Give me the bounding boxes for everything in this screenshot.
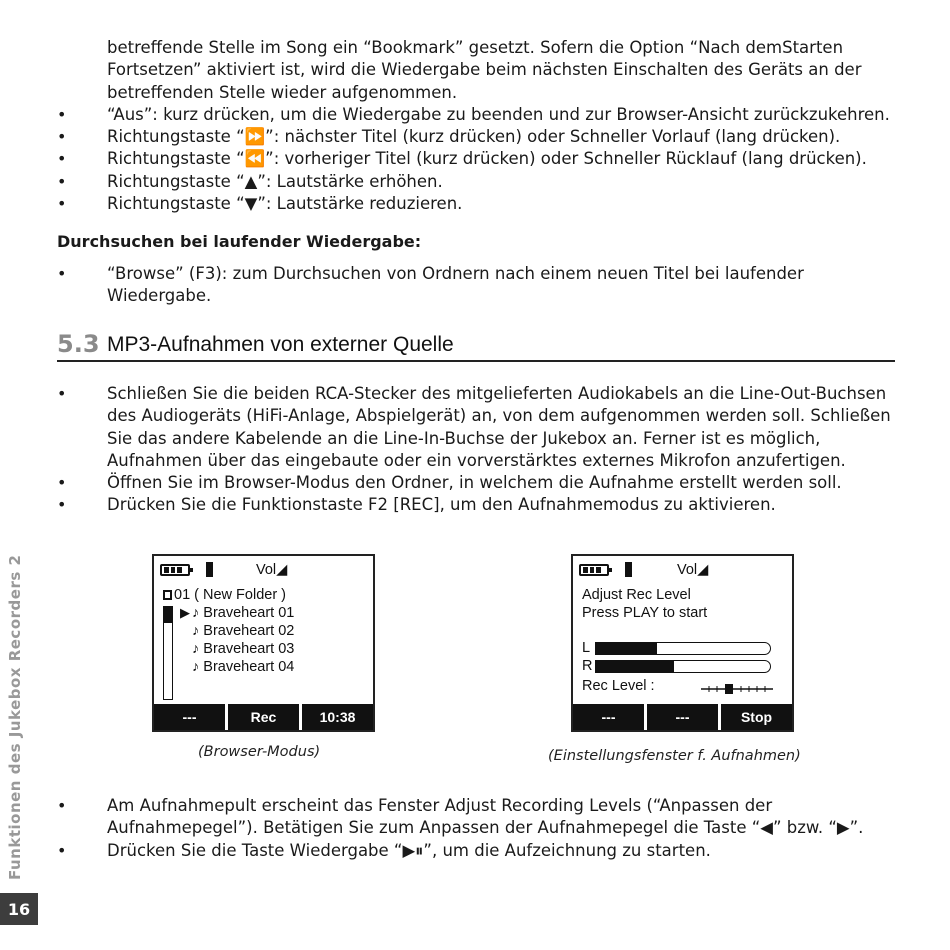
list-item: Richtungstaste “⏩”: nächster Titel (kurz drücken) oder Schneller Vorlauf (lang drücken). <box>107 127 841 146</box>
softkey-f1[interactable]: --- <box>154 704 225 730</box>
intro-paragraph <box>107 37 907 104</box>
bullet-marker: • <box>57 841 67 860</box>
softkey-time[interactable]: 10:38 <box>302 704 373 730</box>
track-row: ♪ Braveheart 02 <box>192 623 295 639</box>
list-item <box>107 383 907 473</box>
softkey-bar <box>573 704 792 730</box>
softkey-f1[interactable]: --- <box>573 704 644 730</box>
folder-icon <box>163 590 172 600</box>
text-line: Fortsetzen” aktiviert ist, wird die Wiedergabe beim nächsten Einschalten des Geräts an der <box>107 60 862 80</box>
bullet-marker: • <box>57 264 67 283</box>
bullet-marker: • <box>57 105 67 124</box>
track-row: ♪ Braveheart 01 <box>192 605 295 621</box>
volume-indicator: Vol◢ <box>256 562 288 578</box>
bullet-marker: • <box>57 149 67 168</box>
text-line: Wiedergabe. <box>107 286 212 306</box>
rec-settings-caption: (Einstellungsfenster f. Aufnahmen) <box>548 748 801 764</box>
selection-arrow-icon: ▶ <box>180 605 190 620</box>
signal-icon <box>625 562 632 577</box>
battery-icon <box>579 564 609 576</box>
right-channel-label: R <box>582 658 593 674</box>
list-item: Richtungstaste “▼”: Lautstärke reduzieren. <box>107 194 463 213</box>
section-title: MP3-Aufnahmen von externer Quelle <box>107 333 454 356</box>
left-channel-label: L <box>582 640 591 656</box>
bullet-marker: • <box>57 796 67 815</box>
softkey-rec[interactable]: Rec <box>228 704 299 730</box>
list-item: Drücken Sie die Taste Wiedergabe “▶⏸”, um die Aufzeichnung zu starten. <box>107 841 711 860</box>
rec-level-label: Rec Level : <box>582 678 655 694</box>
list-item: Richtungstaste “⏪”: vorheriger Titel (kurz drücken) oder Schneller Rücklauf (lang drücken). <box>107 149 867 168</box>
text-line: “Browse” (F3): zum Durchsuchen von Ordnern nach einem neuen Titel bei laufender <box>107 264 804 283</box>
rec-settings-screen <box>571 554 794 732</box>
list-item: Öffnen Sie im Browser-Modus den Ordner, in welchem die Aufnahme erstellt werden soll. <box>107 473 842 492</box>
subheading: Durchsuchen bei laufender Wiedergabe: <box>57 232 422 251</box>
side-chapter-label: Funktionen des Jukebox Recorders 2 <box>6 554 24 880</box>
folder-label: 01 ( New Folder ) <box>174 587 287 603</box>
list-item <box>107 795 907 840</box>
text-line: Schließen Sie die beiden RCA-Stecker des mitgelieferten Audiokabels an die Line-Out-Buchsen <box>107 384 887 403</box>
page-number: 16 <box>0 893 38 925</box>
track-name: Braveheart 01 <box>203 605 295 621</box>
left-level-meter <box>595 642 771 655</box>
bullet-marker: • <box>57 495 67 514</box>
bullet-marker: • <box>57 384 67 403</box>
left-level-fill <box>596 643 657 654</box>
rec-level-slider[interactable] <box>699 683 775 695</box>
rec-screen-instruction: Press PLAY to start <box>582 605 708 621</box>
battery-icon <box>160 564 190 576</box>
right-level-meter <box>595 660 771 673</box>
signal-icon <box>206 562 213 577</box>
text-line: Aufnahmen über das eingebaute oder ein vorverstärktes externes Mikrofon anzufertigen. <box>107 451 846 471</box>
section-heading <box>57 330 895 362</box>
track-row: ♪ Braveheart 03 <box>192 641 295 657</box>
scrollbar-thumb <box>164 607 172 623</box>
text-line: Am Aufnahmepult erscheint das Fenster Adjust Recording Levels (“Anpassen der <box>107 796 773 815</box>
track-row: ♪ Braveheart 04 <box>192 659 295 675</box>
list-item: Drücken Sie die Funktionstaste F2 [REC], um den Aufnahmemodus zu aktivieren. <box>107 495 776 514</box>
track-name: Braveheart 02 <box>203 623 295 639</box>
text-line: betreffenden Stelle wieder aufgenommen. <box>107 82 458 102</box>
track-name: Braveheart 03 <box>203 641 295 657</box>
bullet-marker: • <box>57 194 67 213</box>
rec-screen-title: Adjust Rec Level <box>582 587 691 603</box>
rec-level-knob <box>725 684 733 694</box>
volume-indicator: Vol◢ <box>677 562 709 578</box>
browser-mode-screen <box>152 554 375 732</box>
track-name: Braveheart 04 <box>203 659 295 675</box>
text-line: Sie das andere Kabelende an die Line-In-Buchse der Jukebox an. Ferner ist es möglich, <box>107 428 821 448</box>
bullet-marker: • <box>57 127 67 146</box>
section-number: 5.3 <box>57 330 100 358</box>
bullet-marker: • <box>57 473 67 492</box>
browser-caption: (Browser-Modus) <box>198 744 321 760</box>
right-level-fill <box>596 661 674 672</box>
text-line: betreffende Stelle im Song ein “Bookmark” gesetzt. Sofern die Option “Nach demStarten <box>107 38 844 57</box>
bullet-marker: • <box>57 172 67 191</box>
softkey-bar <box>154 704 373 730</box>
text-line: Aufnahmepegel”). Betätigen Sie zum Anpassen der Aufnahmepegel die Taste “◀” bzw. “▶”. <box>107 818 864 838</box>
scrollbar <box>163 606 173 700</box>
softkey-stop[interactable]: Stop <box>721 704 792 730</box>
text-line: des Audiogeräts (HiFi-Anlage, Abspielgerät) an, von dem aufgenommen werden soll. Schließen <box>107 406 891 426</box>
softkey-f2[interactable]: --- <box>647 704 718 730</box>
list-item: “Aus”: kurz drücken, um die Wiedergabe zu beenden und zur Browser-Ansicht zurückzukehren. <box>107 105 890 124</box>
list-item <box>107 263 907 308</box>
list-item: Richtungstaste “▲”: Lautstärke erhöhen. <box>107 172 443 191</box>
